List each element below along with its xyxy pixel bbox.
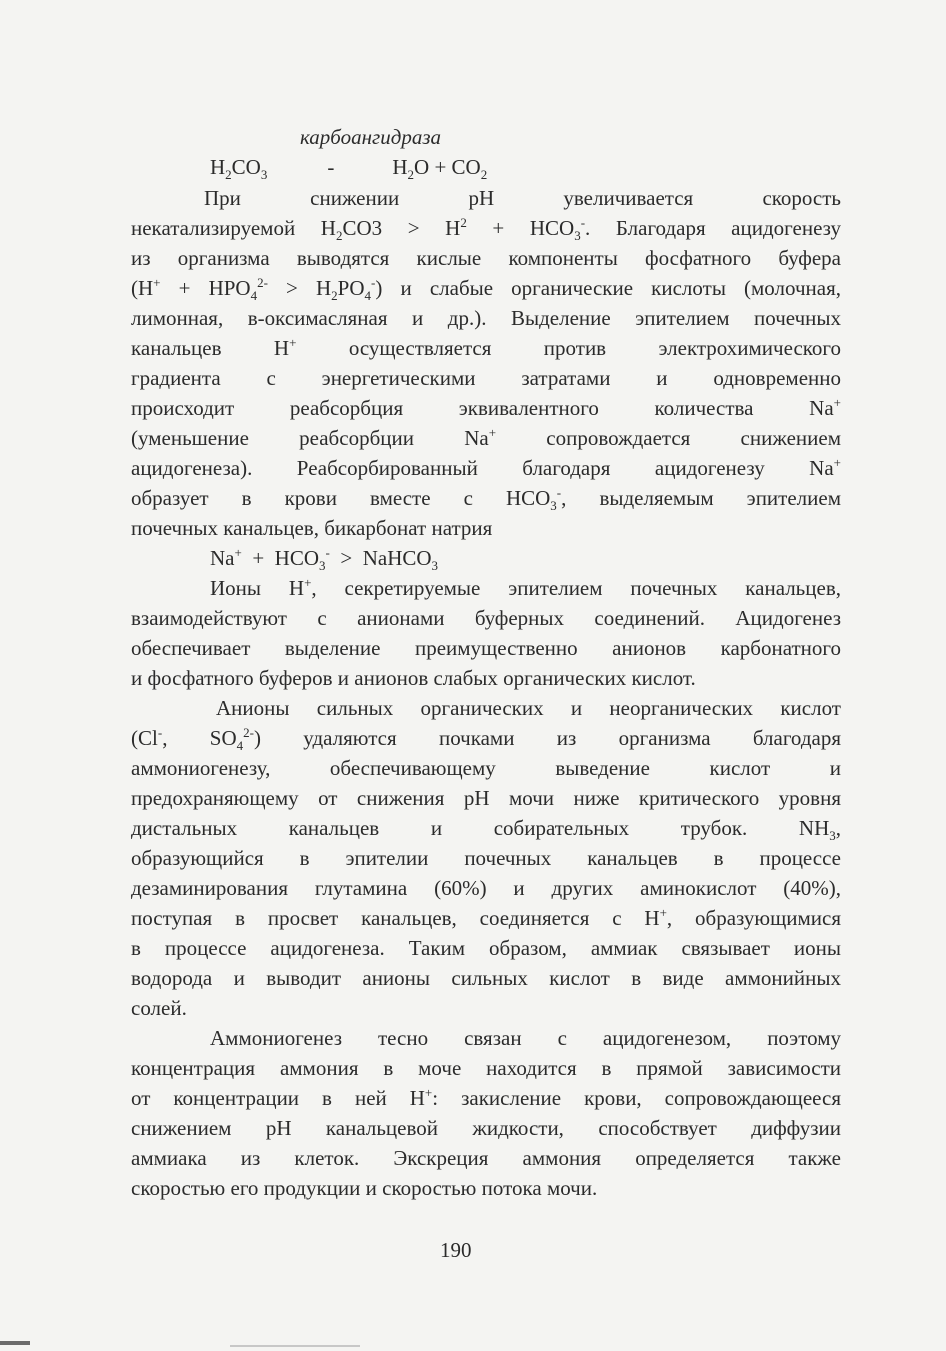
paragraph2-line2: взаимодействуют с анионами буферных соединений. Ацидогенез bbox=[131, 606, 841, 630]
scan-edge-mark bbox=[0, 1341, 30, 1345]
paragraph1-line5: лимонная, в-оксимасляная и др.). Выделение эпителием почечных bbox=[131, 306, 841, 330]
paragraph3-line6: образующийся в эпителии почечных канальцев в процессе bbox=[131, 846, 841, 870]
formula-sodium-bicarbonate: $Na^+ + HCO_3^-$ > NaHCO$_3$ bbox=[210, 545, 439, 574]
paragraph3-line3: аммониогенезу, обеспечивающему выведение кислот и bbox=[131, 756, 841, 780]
paragraph1-line9: (уменьшение реабсорбции Na+ сопровождается снижением bbox=[131, 425, 841, 450]
paragraph3-line11: солей. bbox=[131, 996, 187, 1020]
paragraph1-line11: образует в крови вместе с $HCO_3^-$, выделяемым эпителием bbox=[131, 485, 841, 514]
paragraph2-line1: Ионы Н+, секретируемые эпителием почечных канальцев, bbox=[210, 575, 841, 600]
paragraph4-line6: скоростью его продукции и скоростью потока мочи. bbox=[131, 1176, 598, 1200]
paragraph1-line10: ацидогенеза). Реабсорбированный благодаря ацидогенезу Na+ bbox=[131, 455, 841, 480]
paragraph4-line5: аммиака из клеток. Экскреция аммония определяется также bbox=[131, 1146, 841, 1170]
paragraph3-line9: в процессе ацидогенеза. Таким образом, аммиак связывает ионы bbox=[131, 936, 841, 960]
scan-edge-line bbox=[230, 1345, 360, 1347]
page-number: 190 bbox=[440, 1238, 472, 1262]
paragraph4-line1: Аммониогенез тесно связан с ацидогенезом, поэтому bbox=[210, 1026, 841, 1050]
paragraph2-line3: обеспечивает выделение преимущественно анионов карбонатного bbox=[131, 636, 841, 660]
paragraph3-line5: дистальных канальцев и собирательных трубок. $NH_3$, bbox=[131, 816, 841, 844]
paragraph3-line10: водорода и выводит анионы сильных кислот в виде аммонийных bbox=[131, 966, 841, 990]
paragraph3-line2: (Cl-, $SO_4^{2-}$) удаляются почками из организма благодаря bbox=[131, 725, 841, 754]
paragraph4-line3: от концентрации в ней Н+: закисление крови, сопровождающееся bbox=[131, 1085, 842, 1110]
paragraph1-line8: происходит реабсорбция эквивалентного количества Na+ bbox=[131, 395, 841, 420]
paragraph1-line4: $(H^+ + HPO_4^{2-} > H_2PO_4^-)$ и слабые органические кислоты (молочная, bbox=[131, 275, 842, 304]
formula-carbonic-acid: $H_2CO_3 - H_2O + CO_2$ bbox=[210, 155, 488, 183]
paragraph1-line3: из организма выводятся кислые компоненты фосфатного буфера bbox=[131, 246, 841, 270]
paragraph3-line4: предохраняющему от снижения рН мочи ниже критического уровня bbox=[131, 786, 841, 810]
paragraph4-line4: снижением рН канальцевой жидкости, способствует диффузии bbox=[131, 1116, 841, 1140]
paragraph4-line2: концентрация аммония в моче находится в прямой зависимости bbox=[131, 1056, 841, 1080]
paragraph1-line1: При снижении рН увеличивается скорость bbox=[204, 186, 841, 210]
paragraph2-line4: и фосфатного буферов и анионов слабых органических кислот. bbox=[131, 666, 696, 690]
paragraph1-line12: почечных канальцев, бикарбонат натрия bbox=[131, 516, 493, 540]
paragraph3-line7: дезаминирования глутамина (60%) и других аминокислот (40%), bbox=[131, 876, 841, 900]
paragraph1-line6: канальцев Н+ осуществляется против электрохимического bbox=[131, 335, 841, 360]
enzyme-label: карбоангидраза bbox=[300, 125, 442, 149]
paragraph1-line7: градиента с энергетическими затратами и одновременно bbox=[131, 366, 841, 390]
paragraph3-line8: поступая в просвет канальцев, соединяется с Н+, образующимися bbox=[131, 905, 842, 930]
paragraph1-line2: некатализируемой $H_2CO3 > H^2 + HCO_3^-$. Благодаря ацидогенезу bbox=[131, 215, 841, 244]
paragraph3-line1: Анионы сильных органических и неорганических кислот bbox=[216, 696, 841, 720]
